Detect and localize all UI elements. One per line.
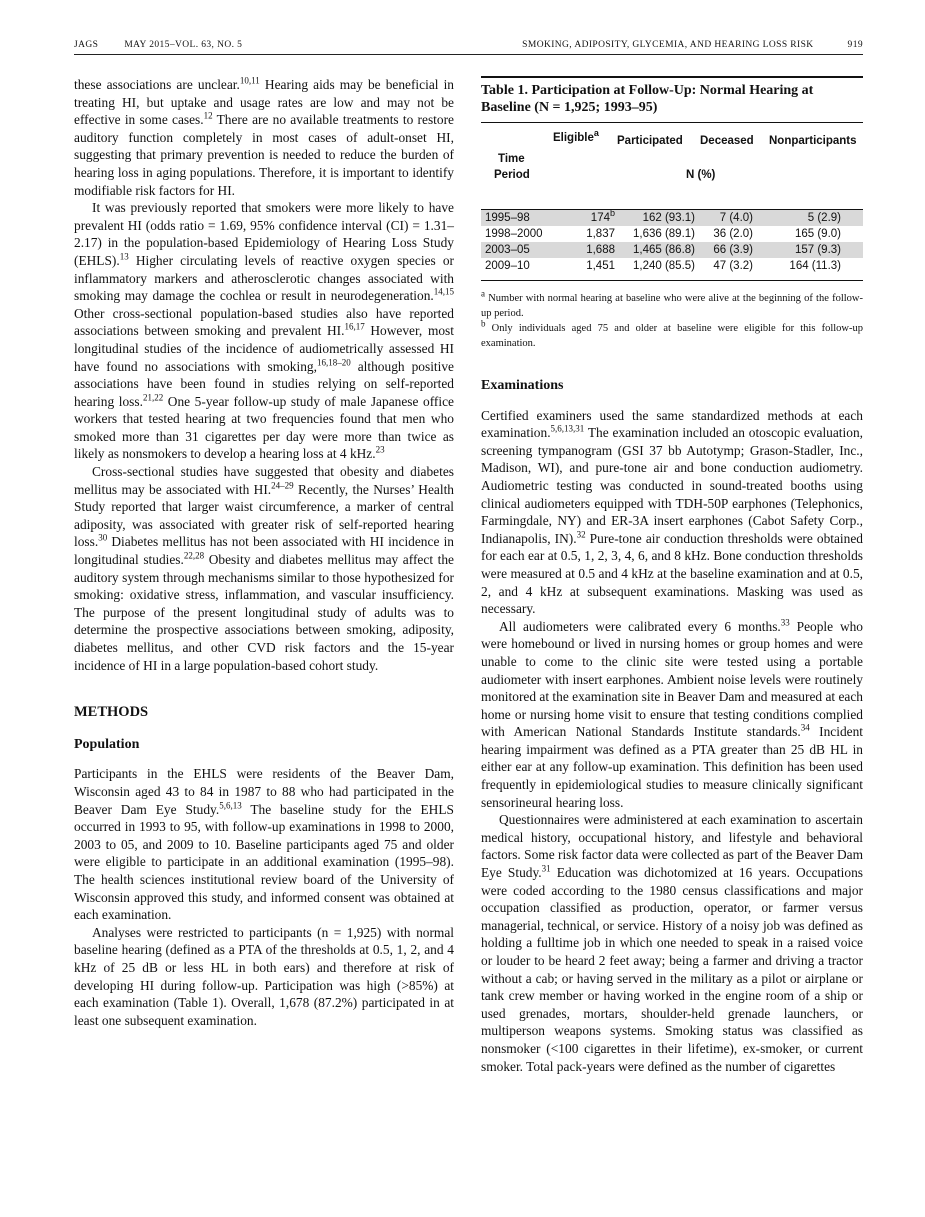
table-row [481,226,863,242]
paragraph: It was previously reported that smokers were more likely to have prevalent HI (odds ratio = 1.69, 95% confidence interval (CI) = 1.31–2.17) in the population-based Epidemiology of Hearing Loss Study (EHLS).$^{13}$ Higher circulating levels of reactive oxygen species or inflammatory markers and atherosclerotic changes associated with smoking may damage the cochlea or result in neurodegeneration.$^{14,15}$ Other cross-sectional population-based studies also have reported associations between smoking and prevalent HI.$^{16,17}$ However, most longitudinal studies of the incidence of audiometrically assessed HI have found no associations with smoking,$^{16,18-20}$ although positive associations have been found in studies relying on self-reported hearing loss.$^{21,22}$ One 5-year follow-up study of male Japanese office workers that tested hearing at two frequencies found that men who smoked more than 31 cigarettes per day were more than twice as likely as nonsmokers to develop a hearing loss at 4 kHz.$^{23}$ [74,200,455,462]
col-header-eligible: Eligible$^a$ [553,128,599,144]
table-cell-period: 1998–2000 [485,228,543,240]
table-header [481,123,863,210]
col-header-period: Period [494,169,530,181]
paragraph: Certified examiners used the same standardized methods at each examination.$^{5,6,13,31}$ The examination included an otoscopic evaluation, screening tympanogram (GSI 37 bb Autotymp; Grason-Stadler, Inc., Madison, WI), and pure-tone air and bone conduction audiometry. Audiometric testing was conducted in sound-treated booths using clinical audiometers equipped with TDH-50P earphones (Telephonics, Farmingdale, NY) and ER-3A insert earphones (Cabot Safety Corp., Indianapolis, IN).$^{32}$ Pure-tone air conduction thresholds were obtained for each ear at 0.5, 1, 2, 3, 4, 6, and 8 kHz. Bone conduction thresholds were measured at 0.5 and 4 kHz at the baseline examination and at 0.5, 2, and 4 kHz at subsequent examinations. Masking was used as necessary. [481,407,863,617]
table-cell-nonparticipants: 164 (11.3) [789,260,841,272]
table-cell-nonparticipants: 5 (2.9) [807,212,841,224]
table-cell-participated: 1,636 (89.1) [632,228,695,240]
table-cell-deceased: 36 (2.0) [713,228,753,240]
issue-info: MAY 2015–VOL. 63, NO. 5 [124,40,243,50]
journal-name: JAGS [74,40,99,50]
page-number: 919 [847,40,863,50]
subsection-heading: Examinations [481,378,564,393]
table-cell-eligible: 1,837 [586,228,615,240]
running-title: SMOKING, ADIPOSITY, GLYCEMIA, AND HEARING LOSS RISK [522,40,814,50]
table-cell-eligible: 1,451 [586,260,615,272]
table-row [481,210,863,226]
table-cell-participated: 162 (93.1) [642,212,695,224]
table-body [481,210,863,274]
table-cell-eligible: 174$^b$ [590,208,615,224]
section-heading: METHODS [74,704,149,721]
paragraph: Participants in the EHLS were residents of the Beaver Dam, Wisconsin aged 43 to 84 in 1987 to 88 who had participated in the Beaver Dam Eye Study.$^{5,6,13}$ The baseline study for the EHLS occurred in 1993 to 95, with follow-up examinations in 1998 to 2000, 2003 to 05, and 2009 to 10. Baseline participants aged 75 and older were eligible to participate in an additional examination (1995–98). The health sciences institutional review board of the University of Wisconsin approved this study, and informed consent was obtained at each examination. [74,766,454,923]
right-column [481,76,863,1075]
table-1 [481,76,863,351]
table-cell-nonparticipants: 165 (9.0) [794,228,841,240]
table-cell-deceased: 7 (4.0) [719,212,753,224]
table-row [481,258,863,274]
table-cell-deceased: 66 (3.9) [713,244,753,256]
col-header-participated: Participated [617,135,683,147]
col-header-time: Time [498,153,525,165]
units-label: N (%) [686,169,716,181]
footnote-b: $^b$ Only individuals aged 75 and older at baseline were eligible for this follow-up examination. [481,318,863,349]
table-cell-period: 1995–98 [485,212,530,224]
running-header [74,38,863,55]
table-title: Table 1. Participation at Follow-Up: Normal Hearing at Baseline (N = 1,925; 1993–95) [481,76,863,123]
table-cell-participated: 1,240 (85.5) [632,260,695,272]
paragraph: Analyses were restricted to participants (n = 1,925) with normal baseline hearing (defined as a PTA of the thresholds at 0.5, 1, 2, and 4 kHz of 25 dB or less HL in both ears) and therefore at risk of developing HI during follow-up. Participation was high (>85%) at each examination (Table 1). Overall, 1,678 (87.2%) participated in at least one subsequent examination. [74,924,454,1028]
table-cell-nonparticipants: 157 (9.3) [794,244,841,256]
table-cell-period: 2003–05 [485,244,530,256]
paragraph: Questionnaires were administered at each examination to ascertain medical history, occupational history, and lifestyle and behavioral factors. Some risk factor data were collected as part of the Beaver Dam Eye Study.$^{31}$ Education was dichotomized at 16 years. Occupations were coded according to the 1980 census classifications and major occupation classified as production, operator, or farmer versus managerial, technical, or service. History of a noisy job was defined as holding a fulltime job in which one needed to speak in a raised voice or louder to be heard 2 feet away; being a farmer and driving a tractor without a cab; or having served in the military as a pilot or airplane or tank crew member or having worked in the engine room of a ship or used grenades, mortars, shoulder-held grenade launchers, or multiperson weapons systems. Smoking status was classified as nonsmoker (<100 cigarettes in their lifetime), ex-smoker, or current smoker. Total pack-years were defined as the number of cigarettes [481,812,863,1074]
table-cell-period: 2009–10 [485,260,530,272]
paragraph: Cross-sectional studies have suggested that obesity and diabetes mellitus may be associated with HI.$^{24-29}$ Recently, the Nurses’ Health Study reported that larger waist circumference, a marker of central adiposity, was associated with greater risk of self-reported hearing loss.$^{30}$ Diabetes mellitus has not been associated with HI incidence in longitudinal studies.$^{22,28}$ Obesity and diabetes mellitus may affect the auditory system through mechanisms similar to those hypothesized for smoking: oxidative stress, inflammation, and vascular insufficiency. The purpose of the present longitudinal study of adults was to determine the prospective associations between smoking, adiposity, diabetes mellitus, and other CVD risk factors and the 15-year incidence of HI in a large population-based cohort study. [74,464,455,673]
table-cell-deceased: 47 (3.2) [713,260,753,272]
paragraph: these associations are unclear.$^{10,11}$ Hearing aids may be beneficial in treating HI, but uptake and usage rates are low and may not be effective in some cases.$^{12}$ There are no available treatments to restore auditory function completely in most cases of adult-onset HI, suggesting that primary prevention is needed to reduce the burden of hearing loss in aging populations. Therefore, it is important to identify modifiable risk factors for HI. [74,75,454,198]
left-column [74,76,454,1029]
footnote-a: $^a$ Number with normal hearing at baseline who were alive at the beginning of the follow-up period. [481,288,863,319]
col-header-deceased: Deceased [700,135,754,147]
paragraph: All audiometers were calibrated every 6 months.$^{33}$ People who were homebound or lived in nursing homes or group homes and were unable to come to the clinic site were tested using a portable audiometer with insert earphones. Ambient noise levels were routinely monitored at the examination site in Beaver Dam and measured at each home or nursing home visit to ensure that testing conditions complied with American National Standards Institute standards.$^{34}$ Incident hearing impairment was defined as a PTA greater than 25 dB HL in either ear at any follow-up examination. This definition has been used frequently in epidemiological studies to measure clinically significant sensorineural hearing loss. [481,617,864,810]
subsection-heading: Population [74,736,140,752]
table-cell-participated: 1,465 (86.8) [632,244,695,256]
table-cell-eligible: 1,688 [586,244,615,256]
col-header-nonparticipants: Nonparticipants [769,135,857,147]
table-row [481,242,863,258]
table-footnotes [481,288,863,351]
